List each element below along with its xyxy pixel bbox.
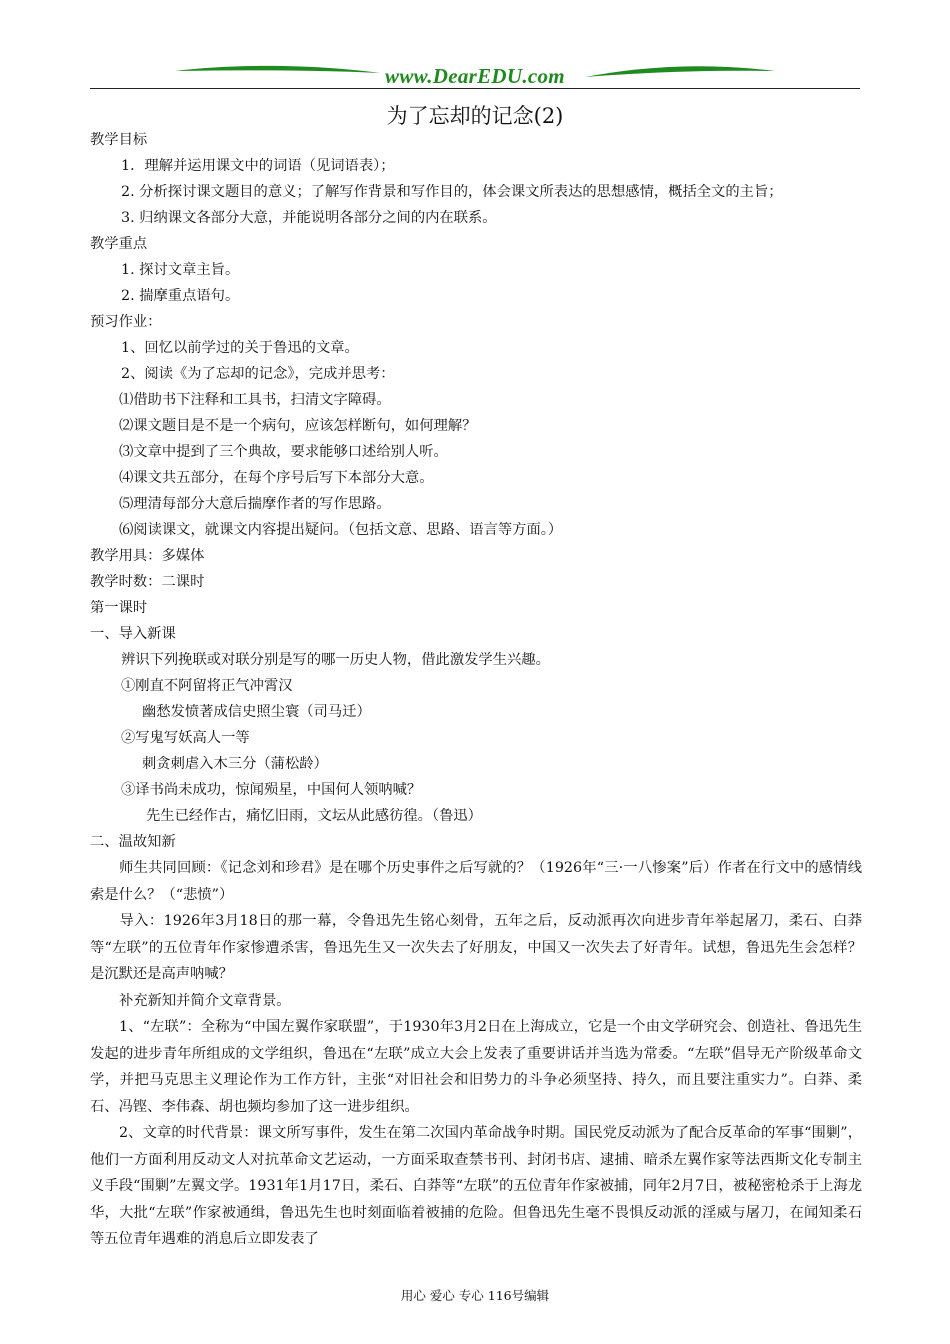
focus-item: 2. 揣摩重点语句。 — [121, 288, 240, 304]
paragraph — [90, 988, 862, 1015]
preview-subitem: ⑹阅读课文，就课文内容提出疑问。（包括文意、思路、语言等方面。） — [119, 522, 563, 538]
couplet-line: ①刚直不阿留将正气冲霄汉 — [121, 678, 293, 694]
preview-item: 1、回忆以前学过的关于鲁迅的文章。 — [121, 340, 359, 356]
teaching-hours: 教学时数：二课时 — [90, 574, 205, 590]
goal-item: 1．理解并运用课文中的词语（见词语表）； — [121, 158, 395, 174]
paragraph — [90, 855, 862, 908]
document-body — [90, 127, 862, 1253]
couplet-line: 先生已经作古，痛忆旧雨，文坛从此感彷徨。（鲁迅） — [146, 808, 482, 824]
paragraph-text: 导入：1926年3月18日的那一幕，令鲁迅先生铭心刻骨，五年之后，反动派再次向进步青年举起屠刀，柔石、白莽等“左联”的五位青年作家惨遭杀害，鲁迅先生又一次失去了好朋友，中国又一次失去了好青年。试想，鲁迅先生会怎样？是沉默还是高声呐喊？ — [90, 913, 862, 982]
paragraph — [90, 1014, 862, 1120]
header-rule — [90, 88, 860, 89]
goal-item: 2. 分析探讨课文题目的意义；了解写作背景和写作目的，体会课文所表达的思想感情，概括全文的主旨； — [121, 184, 783, 200]
couplet-line: 幽愁发愤著成信史照尘寰（司马迁） — [142, 704, 371, 720]
page-title: 为了忘却的记念(2) — [386, 104, 564, 128]
teaching-tools: 教学用具：多媒体 — [90, 548, 205, 564]
preview-subitem: ⑵课文题目是不是一个病句，应该怎样断句，如何理解？ — [119, 418, 477, 434]
site-logo[interactable]: www.DearEDU.com — [385, 64, 565, 88]
focus-item: 1. 探讨文章主旨。 — [121, 262, 240, 278]
section-heading: 二、温故知新 — [90, 834, 176, 850]
couplet-line: ②写鬼写妖高人一等 — [121, 730, 250, 746]
paragraph-text: 1、“左联”：全称为“中国左翼作家联盟”，于1930年3月2日在上海成立，它是一个由文学研究会、创造社、鲁迅先生发起的进步青年所组成的文学组织，鲁迅在“左联”成立大会上发表了重要讲话并当选为常委。“左联”倡导无产阶级革命文学，并把马克思主义理论作为工作方针，主张“对旧社会和旧势力的斗争必须坚持、持久，而且要注重实力”。白莽、柔石、冯铿、李伟森、胡也频均参加了这一进步组织。 — [90, 1019, 862, 1115]
section-heading: 预习作业： — [90, 314, 162, 330]
page-footer: 用心 爱心 专心 116号编辑 — [400, 1288, 550, 1303]
preview-subitem: ⑸理清每部分大意后揣摩作者的写作思路。 — [119, 496, 391, 512]
lesson-heading: 第一课时 — [90, 600, 148, 616]
paragraph-text: 2、文章的时代背景：课文所写事件，发生在第二次国内革命战争时期。国民党反动派为了配合反革命的军事“围剿”，他们一方面利用反动文人对抗革命文艺运动，一方面采取查禁书刊、封闭书店、逮捕、暗杀左翼作家等法西斯文化专制主义手段“围剿”左翼文学。1931年1月17日，柔石、白莽等“左联”的五位青年作家被捕，同年2月7日，被秘密枪杀于上海龙华，大批“左联”作家被通缉，鲁迅先生也时刻面临着被捕的危险。但鲁迅先生毫不畏惧反动派的淫威与屠刀，在闻知柔石等五位青年遇难的消息后立即发表了 — [90, 1125, 862, 1247]
couplet-line: 刺贪刺虐入木三分（蒲松龄） — [142, 756, 328, 772]
goal-item: 3. 归纳课文各部分大意，并能说明各部分之间的内在联系。 — [121, 210, 497, 226]
section-heading: 教学重点 — [90, 236, 148, 252]
section-heading: 一、导入新课 — [90, 626, 176, 642]
couplet-line: ③译书尚未成功，惊闻殒星，中国何人领呐喊？ — [121, 782, 422, 798]
paragraph-text: 补充新知并简介文章背景。 — [119, 992, 291, 1009]
preview-subitem: ⑶文章中提到了三个典故，要求能够口述给别人听。 — [119, 444, 448, 460]
intro-text: 辨识下列挽联或对联分别是写的哪一历史人物，借此激发学生兴趣。 — [121, 652, 550, 668]
section-heading: 教学目标 — [90, 132, 148, 148]
preview-item: 2、阅读《为了忘却的记念》，完成并思考： — [121, 366, 395, 382]
paragraph — [90, 1120, 862, 1253]
preview-subitem: ⑴借助书下注释和工具书，扫清文字障碍。 — [119, 392, 391, 408]
preview-subitem: ⑷课文共五部分，在每个序号后写下本部分大意。 — [119, 470, 434, 486]
paragraph-text: 师生共同回顾：《记念刘和珍君》是在哪个历史事件之后写就的？（1926年“三·一八惨案”后）作者在行文中的感情线索是什么？（“悲愤”） — [90, 860, 862, 903]
paragraph — [90, 908, 862, 988]
